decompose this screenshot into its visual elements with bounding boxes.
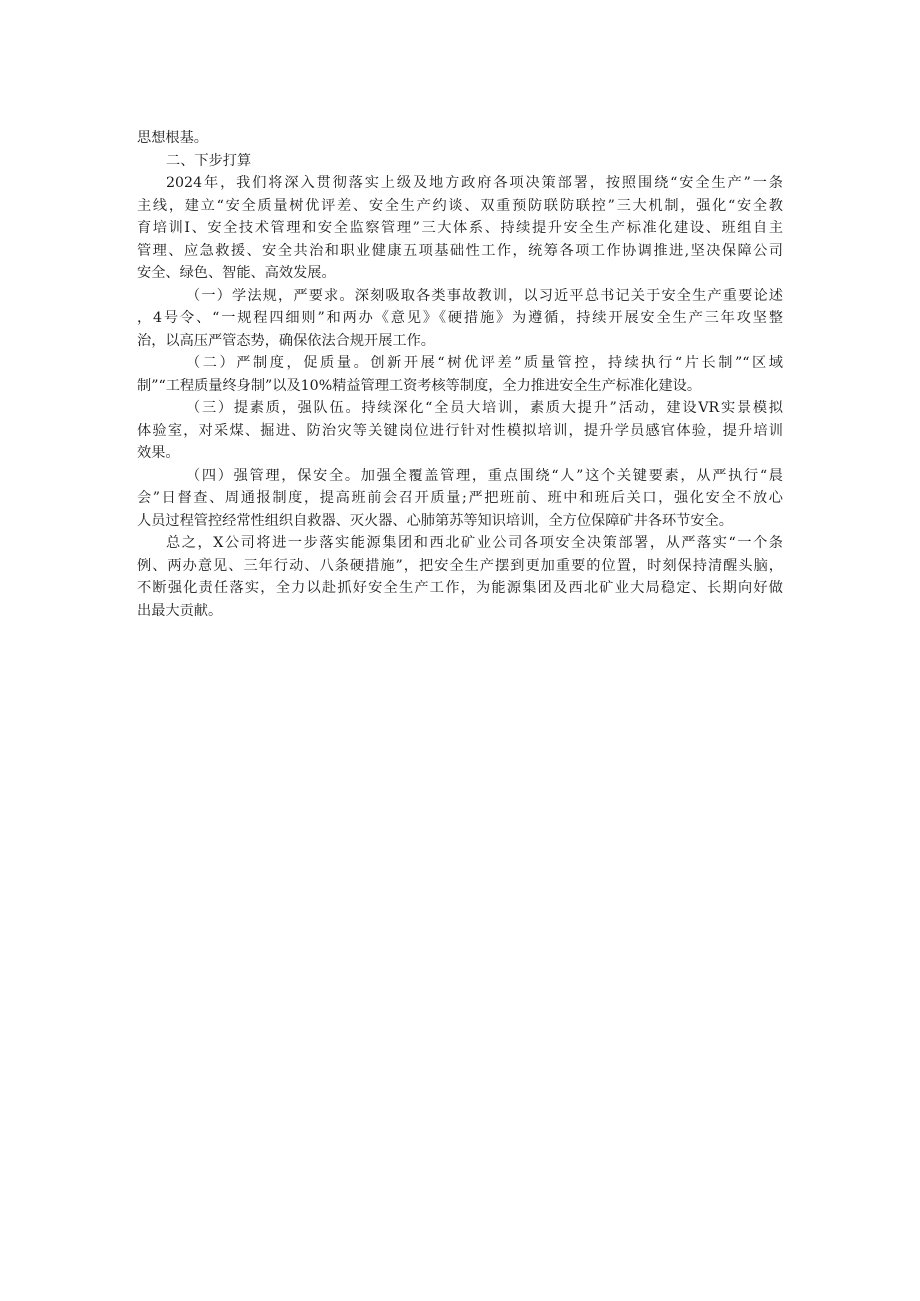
- text-line-10: 治，以高压严管态势，确保依法合规开展工作。: [137, 332, 435, 349]
- text-line-3: 2024年，我们将深入贯彻落实上级及地方政府各项决策部署，按照围绕“安全生产”一条: [166, 175, 783, 191]
- summary-line-2: 例、两办意见、三年行动、八条硬措施”，把安全生产摆到更加重要的位置，时刻保持清醒头脑，: [137, 557, 783, 574]
- summary-line-3: 不断强化责任落实，全力以赴抓好安全生产工作，为能源集团及西北矿业大局稳定、长期向好做: [137, 580, 783, 596]
- summary-line-1: 总之，X公司将进一步落实能源集团和西北矿业公司各项安全决策部署，从严落实“一个条: [166, 535, 783, 551]
- item-2-heading-line: （二）严制度，促质量。创新开展“树优评差”质量管控，持续执行“片长制”“区域: [186, 355, 783, 371]
- text-line-9: ，4号令、“一规程四细则”和两办《意见》《硬措施》为遵循，持续开展安全生产三年攻坚整: [137, 310, 783, 326]
- text-line-12: 制”“工程质量终身制”以及10%精益管理工资考核等制度，全力推进安全生产标准化建设。: [137, 377, 702, 394]
- text-line-7: 安全、绿色、智能、高效发展。: [137, 265, 336, 281]
- text-line-15: 效果。: [137, 445, 180, 461]
- text-line-4: 主线，建立“安全质量树优评差、安全生产约谈、双重预防联防联控”三大机制，强化“安全教: [137, 197, 783, 214]
- item-1-heading-line: （一）学法规，严要求。深刻吸取各类事故教训，以习近平总书记关于安全生产重要论述: [186, 287, 783, 304]
- text-line-17: 会”日督查、周通报制度，提高班前会召开质量;严把班前、班中和班后关口，强化安全不放心: [137, 490, 783, 506]
- item-3-heading-line: （三）提素质，强队伍。持续深化“全员大培训，素质大提升”活动，建设VR实景模拟: [186, 400, 783, 416]
- text-line-6: 管理、应急救援、安全共治和职业健康五项基础性工作，统筹各项工作协调推进,坚决保障公司: [137, 242, 783, 259]
- text-line-18: 人员过程管控经常性组织自救器、灭火器、心肺第苏等知识培训，全方位保障矿井各环节安全。: [137, 512, 733, 529]
- text-line-14: 体验室，对采煤、掘进、防治灾等关键岗位进行针对性模拟培训，提升学员感官体验，提升培训: [137, 422, 783, 439]
- text-line-1: 思想根基。: [137, 130, 208, 146]
- text-line-5: 育培训I、安全技术管理和安全监察管理”三大体系、持续提升安全生产标准化建设、班组自主: [137, 220, 783, 236]
- summary-line-4: 出最大贡献。: [137, 602, 223, 619]
- document-body: [137, 127, 783, 622]
- section-heading-next-steps: 二、下步打算: [166, 152, 252, 169]
- item-4-heading-line: （四）强管理，保安全。加强全覆盖管理，重点围绕“人”这个关键要素，从严执行“晨: [186, 467, 783, 484]
